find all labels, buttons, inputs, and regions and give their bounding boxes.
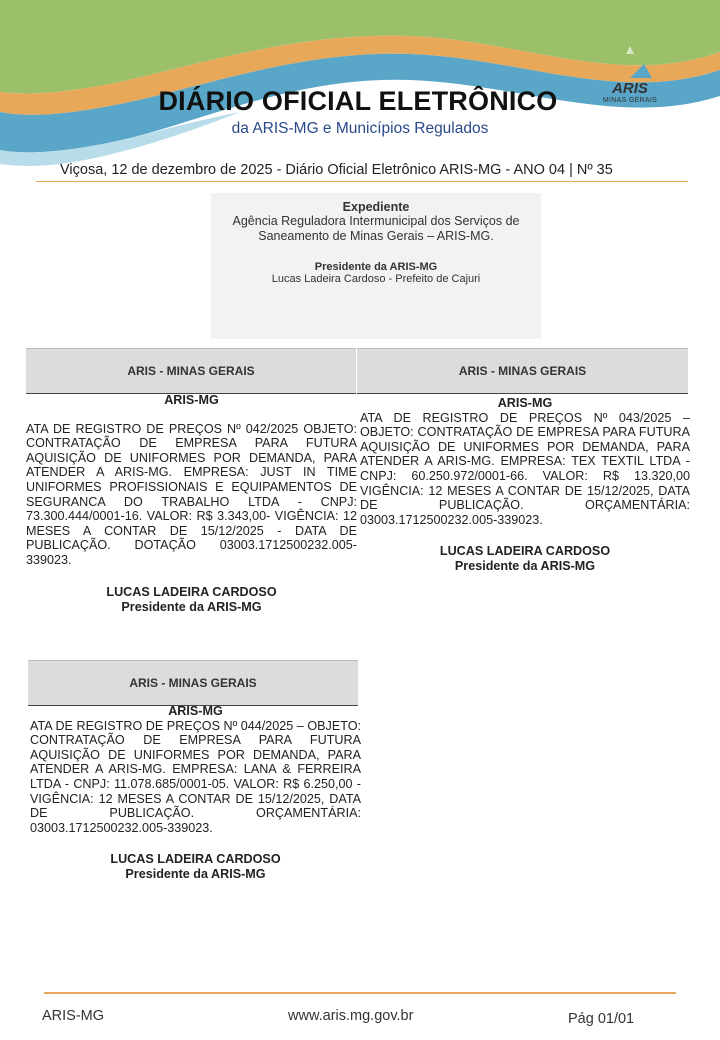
footer-page-number: Pág 01/01	[568, 1011, 635, 1027]
publication-org: ARIS-MG	[164, 393, 219, 407]
logo-subtitle: MINAS GERAIS	[602, 97, 658, 104]
edition-date-line: Viçosa, 12 de dezembro de 2025 - Diário Oficial Eletrônico ARIS-MG - ANO 04 | Nº 35	[60, 162, 613, 178]
section-header-1: ARIS - MINAS GERAIS	[26, 348, 356, 394]
signature-name: LUCAS LADEIRA CARDOSO	[110, 852, 281, 867]
page-subtitle: da ARIS-MG e Municípios Regulados	[231, 120, 489, 137]
page-title: DIÁRIO OFICIAL ELETRÔNICO	[158, 86, 558, 116]
footer-website-link[interactable]: www.aris.mg.gov.br	[288, 1008, 414, 1024]
header-divider	[36, 181, 688, 182]
footer-divider	[44, 992, 676, 994]
signature-name: LUCAS LADEIRA CARDOSO	[106, 584, 277, 599]
signature-role: Presidente da ARIS-MG	[125, 867, 266, 882]
footer-org: ARIS-MG	[42, 1008, 105, 1024]
logo-text: ARIS	[612, 80, 648, 97]
signature-role: Presidente da ARIS-MG	[454, 559, 596, 574]
expediente-president-label: Presidente da ARIS-MG	[314, 261, 438, 273]
publication-text: ATA DE REGISTRO DE PREÇOS Nº 044/2025 – OBJETO: CONTRATAÇÃO DE EMPRESA PARA FUTURA AQUISIÇÃO DE UNIFORMES POR DEMANDA, PARA ATENDER A ARIS-MG. EMPRESA: LANA & FERREIRA LTDA - CNPJ: 11.078.685/0001-05. VALOR: R$ 6.250,00 - VIGÊNCIA: 12 MESES A CONTAR DE 15/12/2025, DATA DE PUBLICAÇÃO. ORÇAMENTÁRIA: 03003.1712500232.005-339023.	[30, 718, 361, 835]
expediente-heading: Expediente	[342, 200, 410, 214]
publication-org: ARIS-MG	[497, 396, 553, 410]
signature-role: Presidente da ARIS-MG	[121, 599, 262, 614]
expediente-president-name: Lucas Ladeira Cardoso - Prefeito de Cajuri	[271, 273, 481, 285]
expediente-body: Agência Reguladora Intermunicipal dos Serviços de Saneamento de Minas Gerais – ARIS-MG.	[232, 214, 520, 243]
publication-2	[360, 396, 690, 574]
publication-org: ARIS-MG	[168, 704, 223, 718]
publication-text: ATA DE REGISTRO DE PREÇOS Nº 042/2025 OBJETO: CONTRATAÇÃO DE EMPRESA PARA FUTURA AQUISIÇÃO DE UNIFORMES POR DEMANDA, PARA ATENDER A ARIS-MG. EMPRESA: JUST IN TIME UNIFORMES PROFISSIONAIS E EQUIPAMENTOS DE SEGURANCA DO TRABALHO LTDA - CNPJ: 73.300.444/0001-16. VALOR: R$ 3.343,00- VIGÊNCIA: 12 MESES A CONTAR DE 15/12/2025 - DATA DE PUBLICAÇÃO. DOTAÇÃO 03003.1712500232.005-339023.	[26, 421, 357, 567]
signature-name: LUCAS LADEIRA CARDOSO	[439, 544, 611, 559]
signature-block	[360, 544, 690, 574]
publication-text: ATA DE REGISTRO DE PREÇOS Nº 043/2025 – OBJETO: CONTRATAÇÃO DE EMPRESA PARA FUTURA AQUISIÇÃO DE UNIFORMES POR DEMANDA, PARA ATENDER A ARIS-MG. EMPRESA: TEX TEXTIL LTDA - CNPJ: 60.250.972/0001-66. VALOR: R$ 13.320,00 VIGÊNCIA: 12 MESES A CONTAR DE 15/12/2025, DATA DE PUBLICAÇÃO. ORÇAMENTÁRIA: 03003.1712500232.005-339023.	[360, 410, 690, 527]
publication-3	[30, 704, 361, 882]
signature-block	[30, 852, 361, 882]
publication-1	[26, 393, 357, 615]
section-header-2: ARIS - MINAS GERAIS	[357, 348, 688, 394]
section-header-3: ARIS - MINAS GERAIS	[28, 660, 358, 706]
signature-block	[26, 585, 357, 615]
expediente-box	[211, 193, 541, 339]
